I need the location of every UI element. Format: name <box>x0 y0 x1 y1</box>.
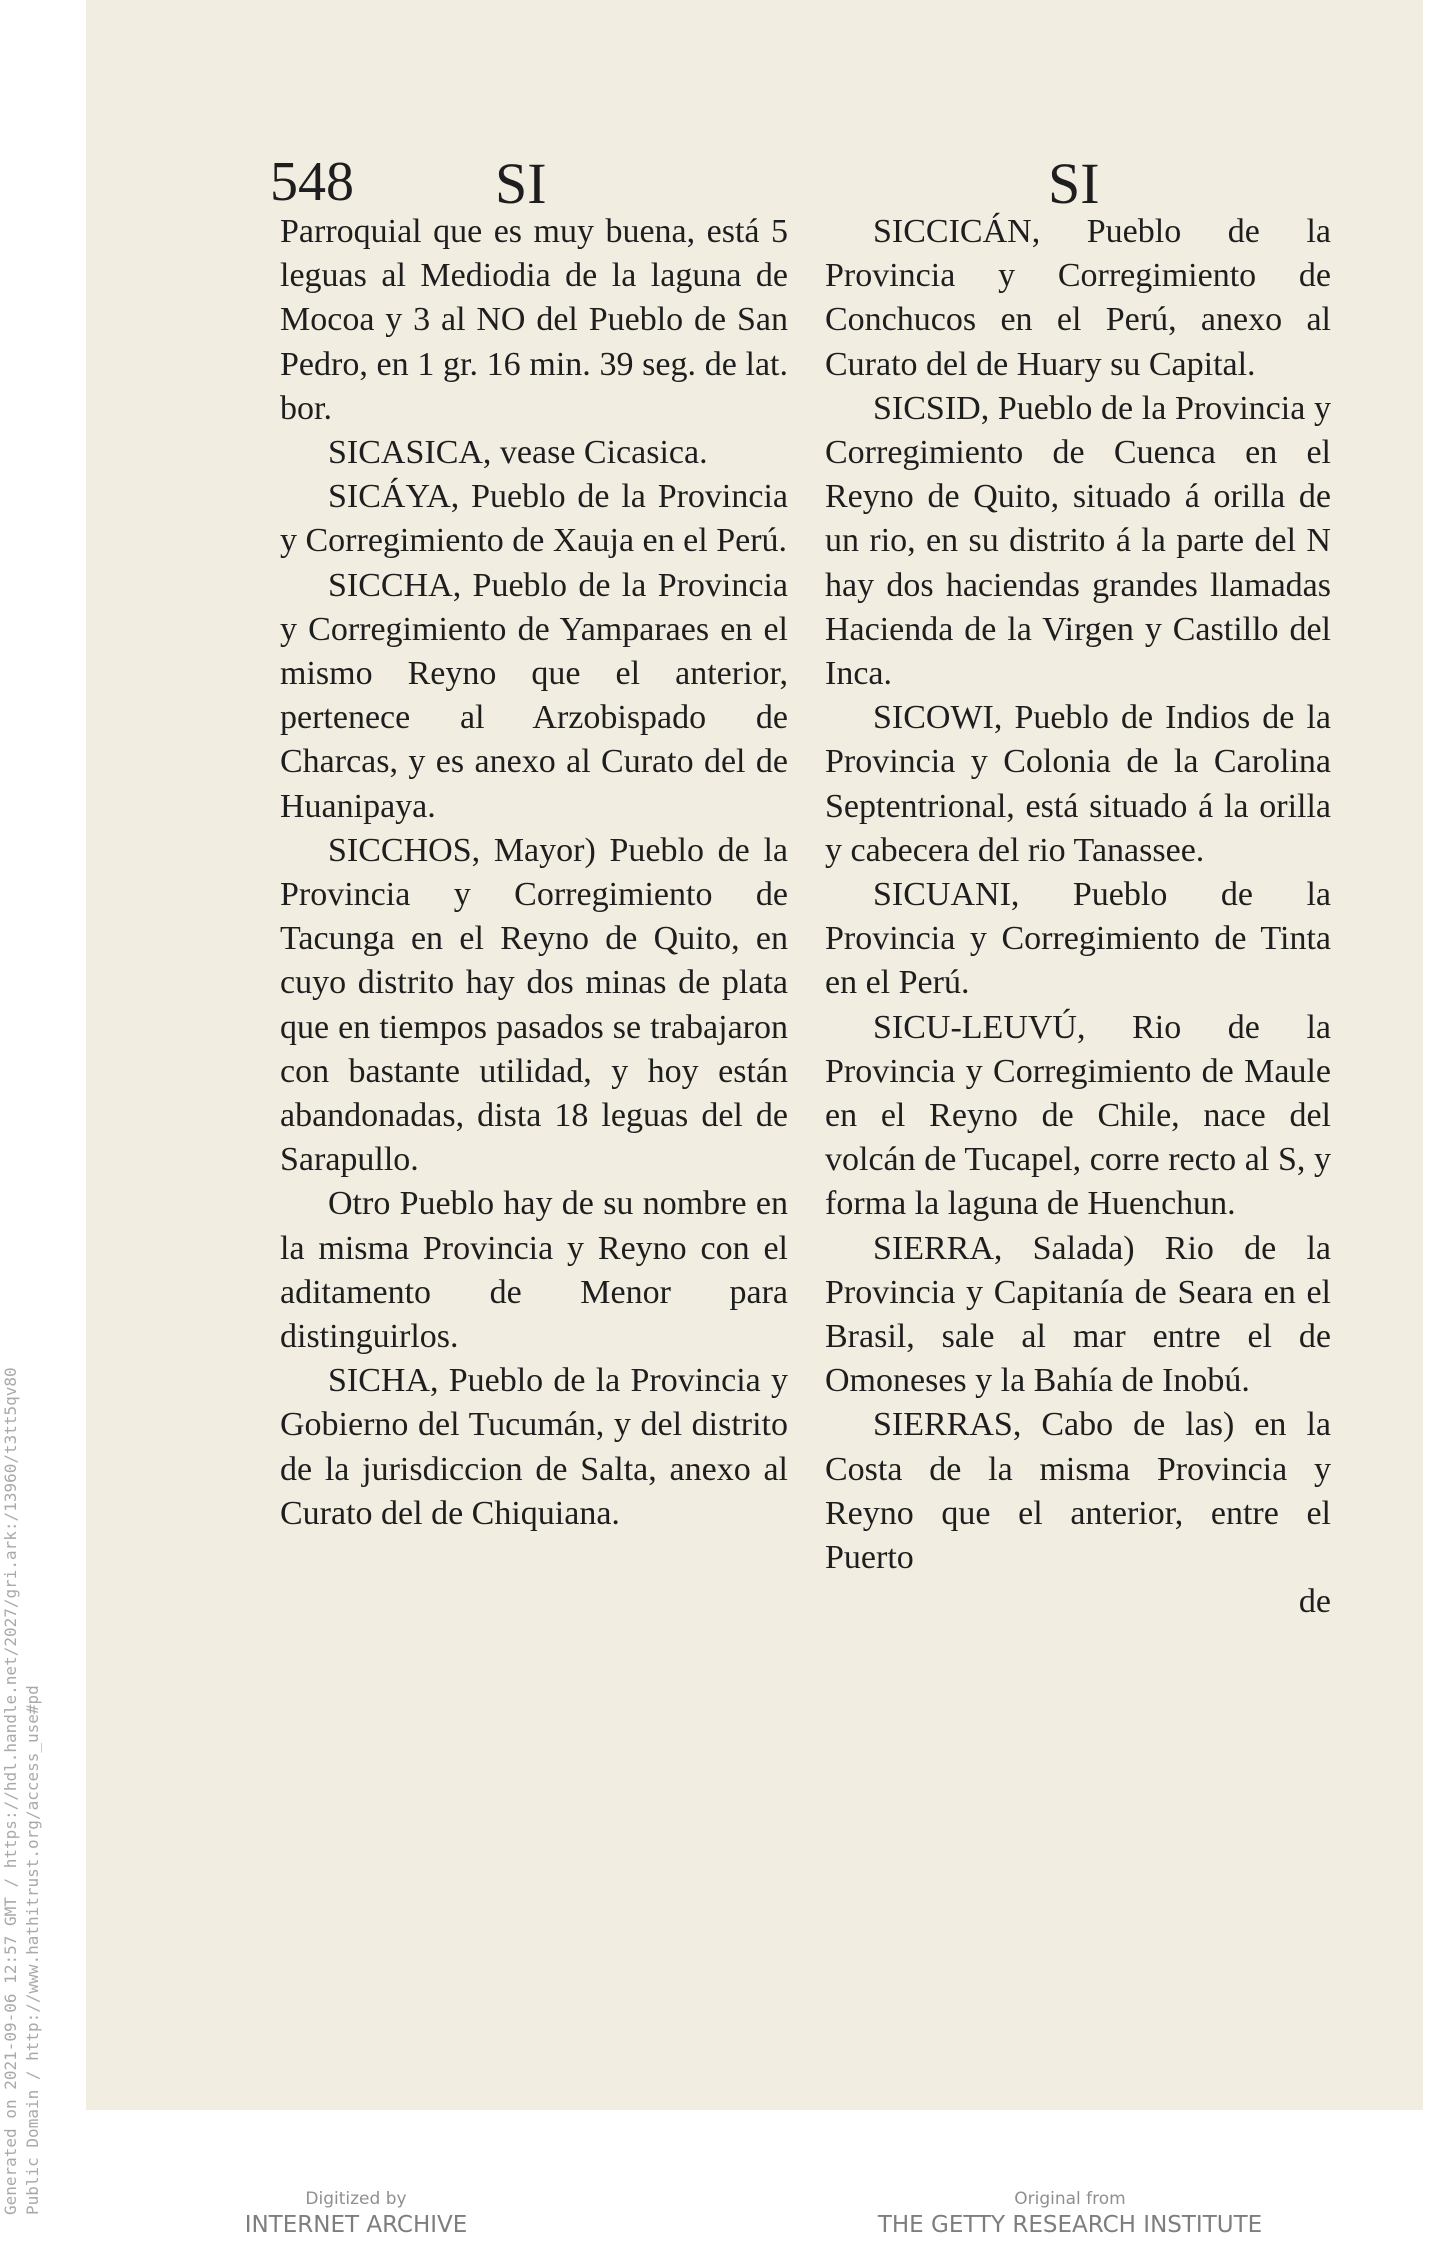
catchword: de <box>1298 1583 1331 1621</box>
dictionary-entry: SICHA, Pueblo de la Provincia y Gobierno del Tucumán, y del distrito de la jurisdiccion de Salta, anexo al Curato del de Chiquiana. <box>280 1362 788 1532</box>
dictionary-entry: SIERRA, Salada) Rio de la Provincia y Capitanía de Seara en el Brasil, sale al mar entre el de Omoneses y la Bahía de Inobú. <box>825 1229 1331 1400</box>
right-column <box>825 210 1331 1625</box>
page-number: 548 <box>270 151 354 213</box>
running-head-right: SI <box>1048 151 1100 216</box>
dictionary-entry: Parroquial que es muy buena, está 5 leguas al Mediodia de la laguna de Mocoa y 3 al NO del Pueblo de San Pedro, en 1 gr. 16 min. 39 seg. de lat. bor. <box>280 213 788 427</box>
access-stamp-line: Generated on 2021-09-06 12:57 GMT / https://hdl.handle.net/2027/gri.ark:/13960/t3tt5qv80 <box>1 1367 20 2215</box>
dictionary-entry: SICCHOS, Mayor) Pueblo de la Provincia y Corregimiento de Tacunga en el Reyno de Quito, en cuyo distrito hay dos minas de plata que en tiempos pasados se trabajaron con bastante utilidad, y hoy están abandonadas, dista 18 leguas del de Sarapullo. <box>280 831 788 1179</box>
dictionary-entry: SICCHA, Pueblo de la Provincia y Corregimiento de Yamparaes en el mismo Reyno que el anterior, pertenece al Arzobispado de Charcas, y es anexo al Curato del de Huanipaya. <box>280 566 788 825</box>
running-head-left: SI <box>495 151 547 216</box>
source-credit <box>870 2188 1270 2240</box>
digitizer-credit-name: INTERNET ARCHIVE <box>244 2212 468 2238</box>
dictionary-entry: SIERRAS, Cabo de las) en la Costa de la misma Provincia y Reyno que el anterior, entre el Puerto <box>825 1406 1331 1577</box>
dictionary-entry: SICSID, Pueblo de la Provincia y Corregimiento de Cuenca en el Reyno de Quito, situado á orilla de un rio, en su distrito á la parte del N hay dos haciendas grandes llamadas Hacienda de la Virgen y Castillo del Inca. <box>825 389 1331 693</box>
digitizer-credit <box>226 2188 486 2240</box>
dictionary-entry: SICASICA, vease Cicasica. <box>328 434 708 472</box>
dictionary-entry: SICU-LEUVÚ, Rio de la Provincia y Corregimiento de Maule en el Reyno de Chile, nace del volcán de Tucapel, corre recto al S, y forma la laguna de Huenchun. <box>825 1008 1331 1223</box>
source-credit-caption: Original from <box>1014 2189 1126 2209</box>
dictionary-entry: SICCICÁN, Pueblo de la Provincia y Corregimiento de Conchucos en el Perú, anexo al Curato del de Huary su Capital. <box>825 213 1331 383</box>
left-column <box>280 210 788 1536</box>
dictionary-entry: SICOWI, Pueblo de Indios de la Provincia y Colonia de la Carolina Septentrional, está situado á la orilla y cabecera del rio Tanassee. <box>825 699 1331 869</box>
digitizer-credit-caption: Digitized by <box>305 2189 407 2209</box>
source-credit-name: THE GETTY RESEARCH INSTITUTE <box>877 2212 1263 2238</box>
dictionary-entry: SICÁYA, Pueblo de la Provincia y Corregimiento de Xauja en el Perú. <box>280 478 788 560</box>
access-stamp <box>0 1085 46 2215</box>
dictionary-entry: Otro Pueblo hay de su nombre en la misma Provincia y Reyno con el aditamento de Menor para distinguirlos. <box>280 1185 788 1356</box>
dictionary-entry: SICUANI, Pueblo de la Provincia y Corregimiento de Tinta en el Perú. <box>825 876 1331 1002</box>
access-stamp-line: Public Domain / http://www.hathitrust.org/access_use#pd <box>23 1685 42 2215</box>
